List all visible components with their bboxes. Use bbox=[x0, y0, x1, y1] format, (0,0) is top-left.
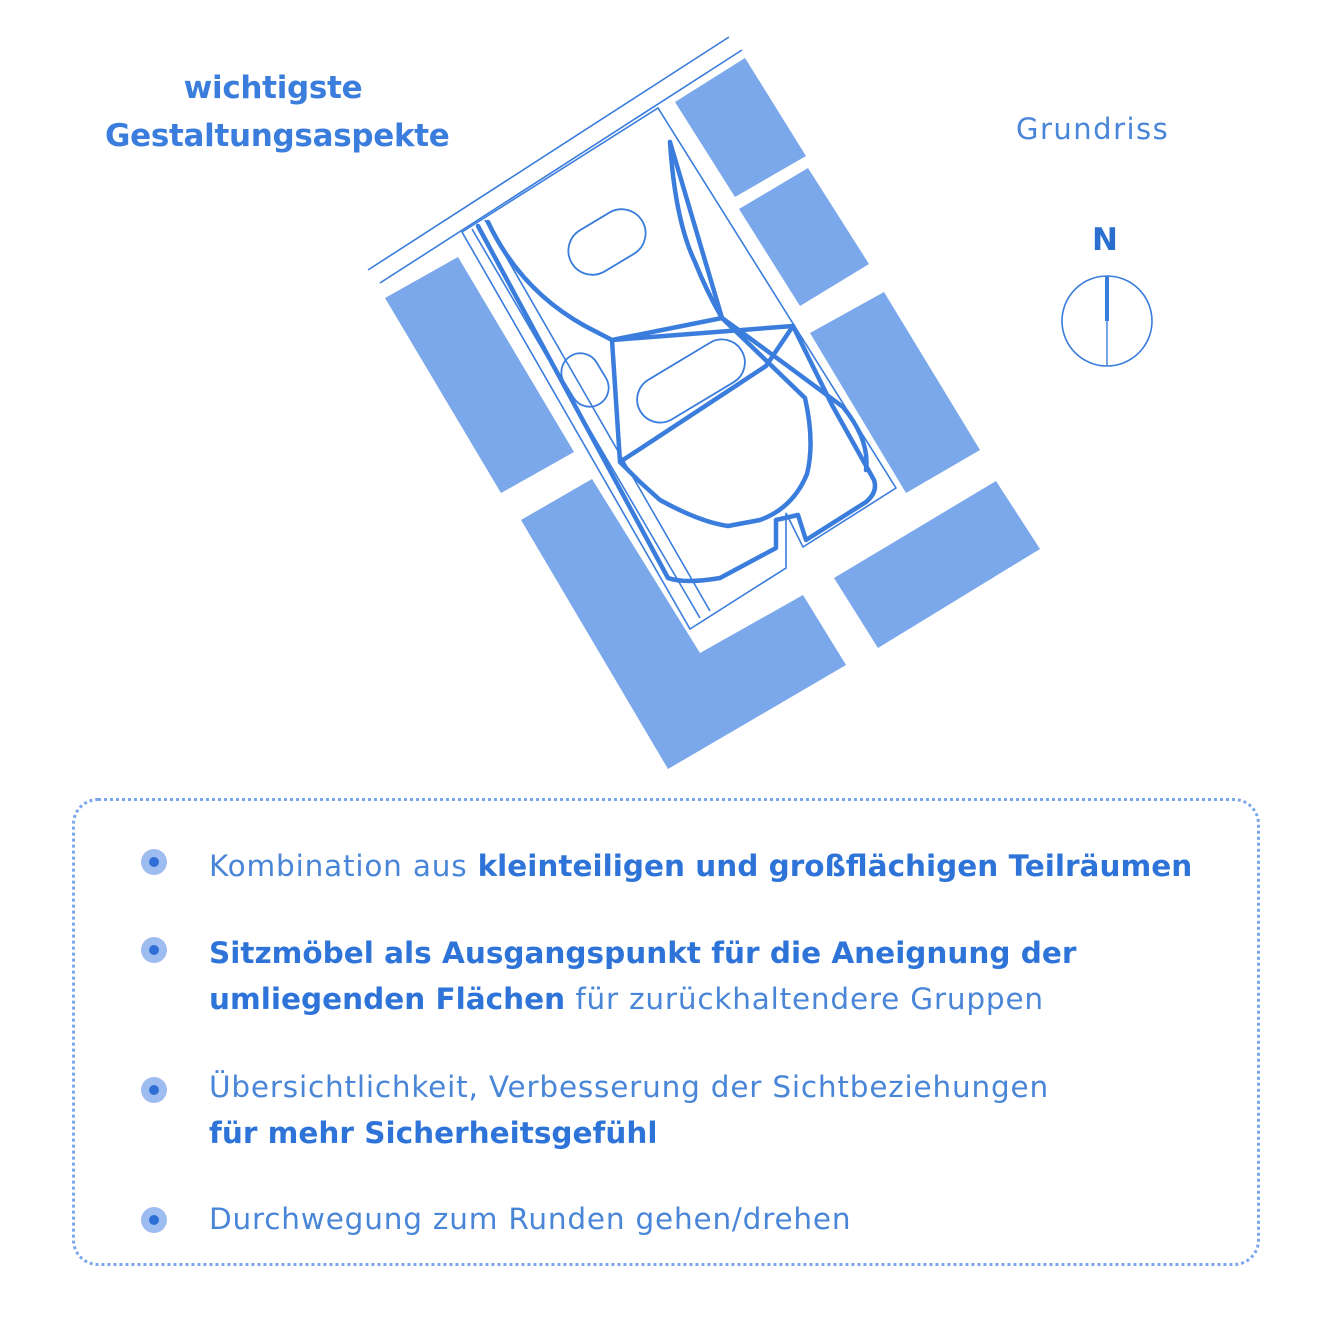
plot-outline-outer bbox=[462, 108, 896, 629]
bullet-icon bbox=[141, 1207, 167, 1233]
north-label: N bbox=[1092, 222, 1118, 258]
street-lines bbox=[368, 37, 742, 283]
bullet-icon bbox=[141, 937, 167, 963]
bullet-icon bbox=[141, 1077, 167, 1103]
aspect-1-line-1: Kombination aus kleinteiligen und großflächigen Teilräumen bbox=[209, 849, 1193, 883]
aspects-box bbox=[72, 798, 1260, 1266]
aspect-3-line-2: für mehr Sicherheitsgefühl bbox=[209, 1116, 658, 1150]
seating-oval-north bbox=[559, 200, 654, 283]
aspect-item-4 bbox=[209, 1196, 1249, 1242]
building-southeast bbox=[834, 481, 1040, 648]
building-north-2 bbox=[739, 168, 869, 306]
title-line-2: Gestaltungsaspekte bbox=[105, 118, 450, 154]
aspect-item-3 bbox=[209, 1064, 1249, 1156]
aspect-4-line-1: Durchwegung zum Runden gehen/drehen bbox=[209, 1202, 852, 1236]
aspect-3-line-1: Übersichtlichkeit, Verbesserung der Sichtbeziehungen bbox=[209, 1070, 1049, 1104]
building-southwest-l bbox=[521, 479, 846, 769]
plan-label: Grundriss bbox=[1016, 112, 1170, 146]
north-arrow bbox=[1062, 276, 1152, 366]
building-west bbox=[385, 257, 574, 493]
aspect-2-line-1: Sitzmöbel als Ausgangspunkt für die Aneignung der bbox=[209, 936, 1077, 970]
aspect-item-2 bbox=[209, 930, 1249, 1022]
title-line-1: wichtigste bbox=[183, 70, 363, 106]
buildings bbox=[385, 58, 1040, 769]
aspect-item-1 bbox=[209, 843, 1249, 889]
building-north-1 bbox=[675, 58, 806, 197]
aspect-2-line-2: umliegenden Flächen für zurückhaltendere Gruppen bbox=[209, 982, 1044, 1016]
plot-boundaries bbox=[462, 108, 896, 629]
cross-path-1 bbox=[620, 326, 793, 462]
bullet-icon bbox=[141, 849, 167, 875]
